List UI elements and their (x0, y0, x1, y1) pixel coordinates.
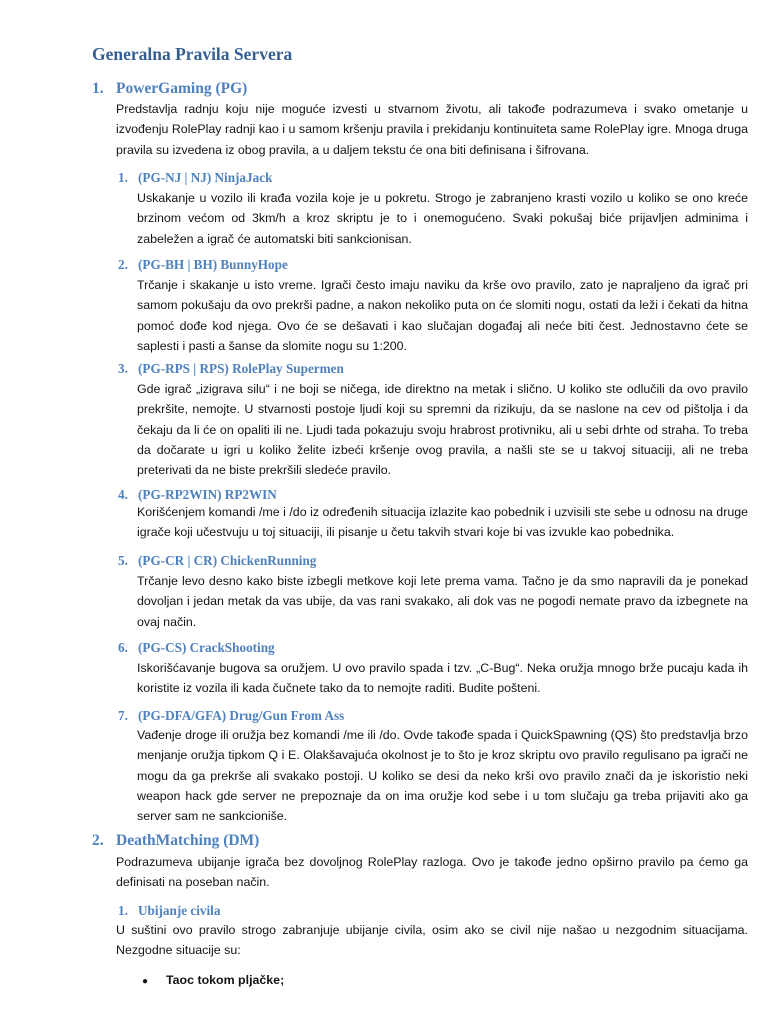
item-1-4-paragraph: Korišćenjem komandi /me i /do iz određenih situacija izlazite kao pobednik i uzvisili ste sebe u odnosu na druge igrače koji učestvuju u toj situaciji, ili pisanje u četu takvih stvari koje bi vas izvukle kao pobednika. (137, 505, 748, 540)
item-title: (PG-DFA/GFA) Drug/Gun From Ass (138, 708, 345, 723)
bullet-icon: ● (142, 976, 149, 987)
bullet-text: Taoc tokom pljačke; (166, 973, 285, 987)
item-1-5-heading: 5. (PG-CR | CR) ChickenRunning (118, 553, 317, 568)
document-title: Generalna Pravila Servera (92, 44, 293, 64)
item-1-6-heading: 6. (PG-CS) CrackShooting (118, 640, 275, 655)
item-1-6-paragraph: Iskorišćavanje bugova sa oružjem. U ovo pravilo spada i tzv. „C-Bug“. Neka oružja mnogo brže pucaju kada ih koristite iz vozila ili kada čučnete tako da to nemojte raditi. Budite pošteni. (137, 661, 748, 696)
item-1-7-paragraph: Vađenje droge ili oružja bez komandi /me ili /do. Ovde takođe spada i QuickSpawning (QS) što predstavlja brzo menjanje oružja tipkom Q i E. Olakšavajuća okolnost je to što je kroz skriptu ovo pravilo regulisano pa igrači ne mogu da ga prekrše ali svakako postoji. U koliko se desi da neko krši ovo pravilo znači da je iskoristio neki weapon hack gde server ne prepoznaje da on ima oružje kod sebe i u tom slučaju ga treba prijaviti ako ga server sam ne sankcioniše. (137, 728, 748, 824)
bullet-list-item (142, 973, 284, 987)
item-title: (PG-NJ | NJ) NinjaJack (138, 170, 273, 185)
item-1-2-paragraph: Trčanje i skakanje u isto vreme. Igrači često imaju naviku da krše ovo pravilo, zato je napraljeno da igrač pri samom pokušaju da ovo prekrši padne, a nakon nekoliko puta on će slomiti nogu, ostati da leži i čekati da hitna pomoć dođe kod njega. Ovo će se dešavati i kao slučajan događaj ali neće biti čest. Jednostavno ćete se saplesti i pasti a šanse da slomite nogu su 1:200. (137, 278, 748, 353)
item-title: (PG-RPS | RPS) RolePlay Supermen (138, 361, 344, 376)
section-2-paragraph: Podrazumeva ubijanje igrača bez dovoljnog RolePlay razloga. Ovo je takođe jedno opširno pravilo pa ćemo ga definisati na poseban način. (116, 855, 748, 890)
item-title: Ubijanje civila (138, 903, 221, 918)
item-1-4-heading: 4. (PG-RP2WIN) RP2WIN (118, 487, 277, 502)
section-title: PowerGaming (PG) (116, 80, 248, 97)
section-1-heading (92, 80, 247, 98)
item-2-1-paragraph: U suštini ovo pravilo strogo zabranjuje ubijanje civila, osim ako se civil nije našao u nezgodnim situacijama. Nezgodne situacije su: (116, 923, 748, 958)
item-1-1-paragraph: Uskakanje u vozilo ili krađa vozila koje je u pokretu. Strogo je zabranjeno krasti vozilo u koliko se ono kreće brzinom većom od 3km/h a kroz skriptu je to i onemogućeno. Svaki pokušaj biće prijavljen adminima i zabeležen a igrač će automatski biti sankcionisan. (137, 191, 748, 246)
section-title: DeathMatching (DM) (116, 832, 260, 849)
item-1-2-heading: 2. (PG-BH | BH) BunnyHope (118, 257, 288, 272)
item-1-7-heading: 7. (PG-DFA/GFA) Drug/Gun From Ass (118, 708, 345, 723)
section-2-heading (92, 832, 259, 850)
item-1-3-paragraph: Gde igrač „izigrava silu“ i ne boji se ničega, ide direktno na metak i slično. U koliko ste odlučili da ovo pravilo prekršite, nemojte. U stvarnosti postoje ljudi koji su spremni da rizikuju, da se naslone na cev od pištolja i da čekaju da li će on opaliti ili ne. Ljudi tada pokazuju svoju hrabrost protivniku, ali u sebi drhte od straha. To treba da dočarate u igri u koliko želite izbeći kršenje ovog pravila, a našli ste se u takvoj situaciji, ali ne treba preterivati da ne biste prekršili sledeće pravilo. (137, 382, 748, 478)
item-1-3-heading: 3. (PG-RPS | RPS) RolePlay Supermen (118, 361, 344, 376)
section-number: 2. (92, 832, 104, 849)
item-title: (PG-CR | CR) ChickenRunning (138, 553, 317, 568)
section-number: 1. (92, 80, 104, 97)
item-title: (PG-BH | BH) BunnyHope (138, 257, 288, 272)
item-1-1-heading: 1. (PG-NJ | NJ) NinjaJack (118, 170, 273, 185)
item-title: (PG-CS) CrackShooting (138, 640, 275, 655)
item-title: (PG-RP2WIN) RP2WIN (138, 487, 277, 502)
item-2-1-heading: 1. Ubijanje civila (118, 903, 221, 918)
item-1-5-paragraph: Trčanje levo desno kako biste izbegli metkove koji lete prema vama. Tačno je da smo napravili da je ponekad dovoljan i jedan metak da vas ubije, da vas rani svakako, ali dok vas ne pogodi nemate pravo da izbegnete na ovaj način. (137, 574, 748, 629)
section-1-paragraph: Predstavlja radnju koju nije moguće izvesti u stvarnom životu, ali takođe podrazumeva i svako ometanje u izvođenju RolePlay radnji kao i u samom kršenju pravila i prekidanju kontinuiteta same RolePlay igre. Mnoga druga pravila su izvedena iz obog pravila, a u daljem tekstu će ona biti definisana i šifrovana. (116, 102, 748, 157)
